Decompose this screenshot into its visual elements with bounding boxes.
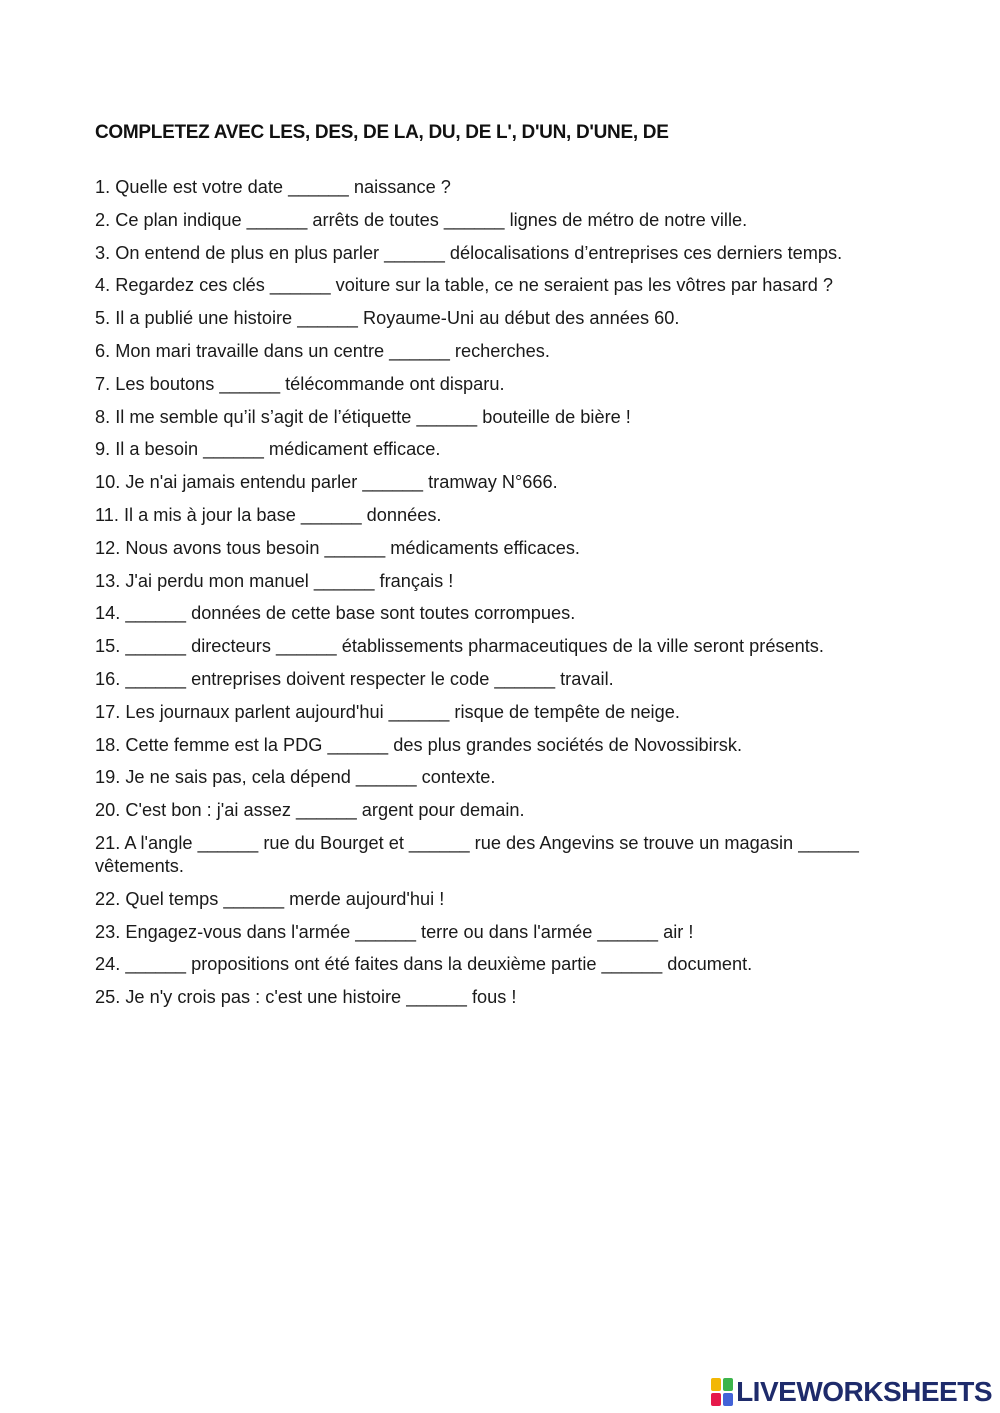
exercise-item: 9. Il a besoin ______ médicament efficace. [95, 439, 441, 460]
exercise-item: 24. ______ propositions ont été faites dans la deuxième partie ______ document. [95, 954, 753, 975]
exercise-item: 16. ______ entreprises doivent respecter le code ______ travail. [95, 668, 614, 689]
exercise-item: 18. Cette femme est la PDG ______ des plus grandes sociétés de Novossibirsk. [95, 734, 742, 755]
logo-text: LIVEWORKSHEETS [736, 1376, 992, 1407]
exercise-item: 19. Je ne sais pas, cela dépend ______ contexte. [95, 767, 496, 788]
exercise-item: 21. A l'angle ______ rue du Bourget et ______ rue des Angevins se trouve un magasin ______ vêtements. [95, 832, 859, 876]
exercise-item: 6. Mon mari travaille dans un centre ______ recherches. [95, 340, 550, 361]
exercise-item: 22. Quel temps ______ merde aujourd'hui ! [95, 888, 445, 909]
liveworksheets-logo [711, 1377, 992, 1407]
exercise-item: 11. Il a mis à jour la base ______ données. [95, 504, 442, 525]
exercise-item: 14. ______ données de cette base sont toutes corrompues. [95, 603, 576, 624]
exercise-item: 10. Je n'ai jamais entendu parler ______ tramway N°666. [95, 472, 558, 493]
exercise-item: 8. Il me semble qu’il s’agit de l’étiquette ______ bouteille de bière ! [95, 406, 631, 427]
exercise-item: 7. Les boutons ______ télécommande ont disparu. [95, 373, 505, 394]
exercise-item: 15. ______ directeurs ______ établissements pharmaceutiques de la ville seront présents. [95, 636, 824, 657]
exercise-item: 5. Il a publié une histoire ______ Royaume-Uni au début des années 60. [95, 308, 680, 329]
exercise-item: 25. Je n'y crois pas : c'est une histoire ______ fous ! [95, 987, 517, 1008]
exercise-item: 20. C'est bon : j'ai assez ______ argent pour demain. [95, 800, 525, 821]
exercise-item: 13. J'ai perdu mon manuel ______ français ! [95, 570, 454, 591]
exercise-item: 4. Regardez ces clés ______ voiture sur la table, ce ne seraient pas les vôtres par hasard ? [95, 275, 834, 296]
exercise-item: 17. Les journaux parlent aujourd'hui ______ risque de tempête de neige. [95, 701, 680, 722]
exercise-item: 3. On entend de plus en plus parler ______ délocalisations d’entreprises ces derniers temps. [95, 242, 843, 263]
worksheet-title: COMPLETEZ AVEC LES, DES, DE LA, DU, DE L', D'UN, D'UNE, DE [95, 122, 669, 143]
exercise-item: 12. Nous avons tous besoin ______ médicaments efficaces. [95, 537, 580, 558]
exercise-list [95, 176, 915, 1019]
exercise-item: 23. Engagez-vous dans l'armée ______ terre ou dans l'armée ______ air ! [95, 921, 694, 942]
exercise-item: 1. Quelle est votre date ______ naissance ? [95, 177, 451, 197]
exercise-item: 2. Ce plan indique ______ arrêts de toutes ______ lignes de métro de notre ville. [95, 209, 748, 230]
liveworksheets-logo-icon [711, 1378, 733, 1406]
